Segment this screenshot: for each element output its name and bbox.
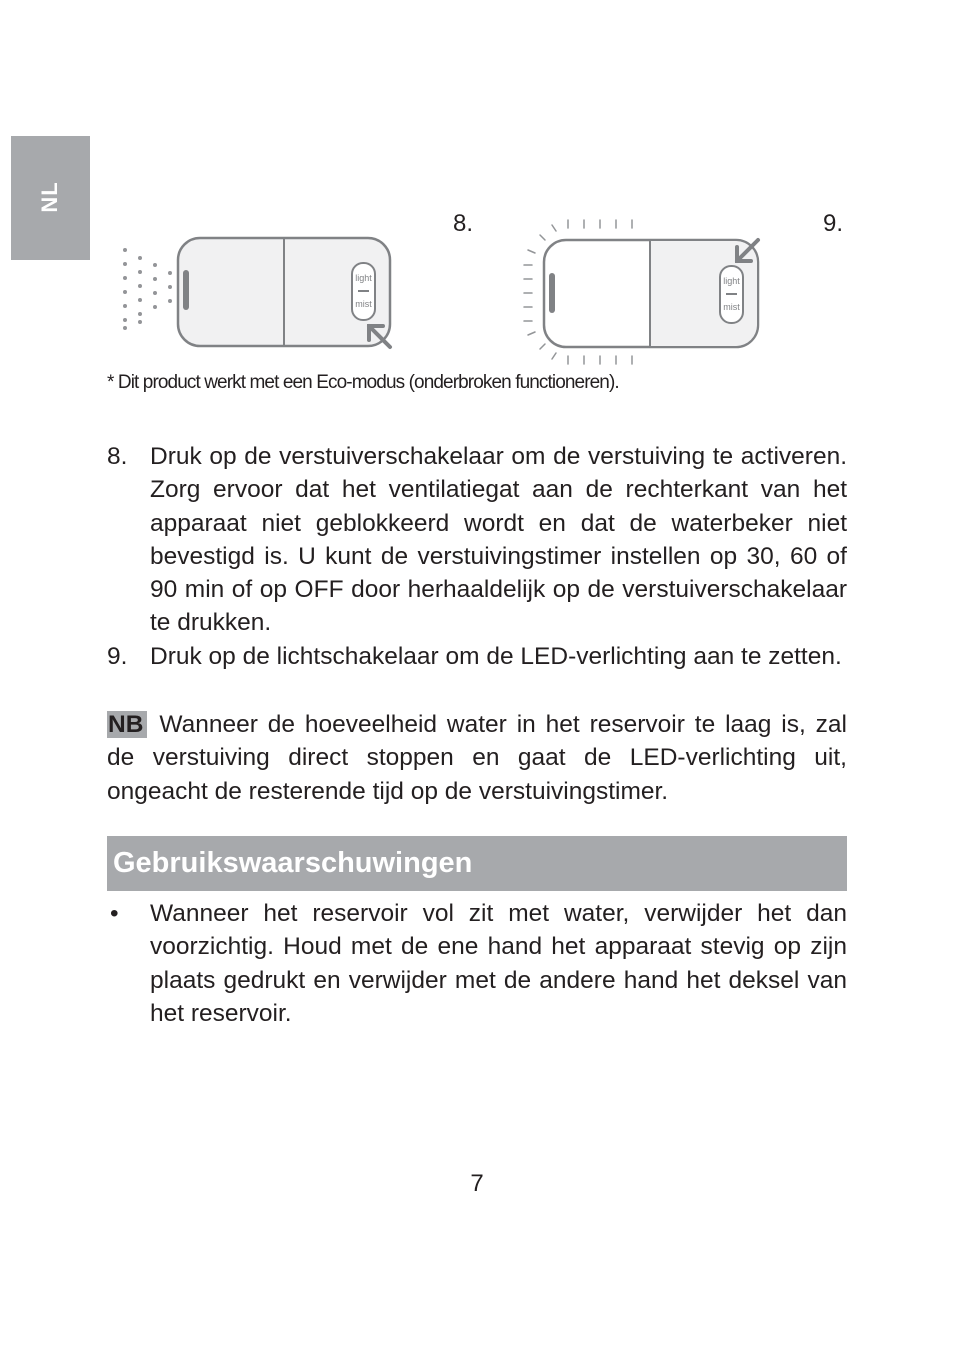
language-tab-label: NL (37, 181, 62, 213)
step-number: 9. (107, 642, 128, 670)
list-item (107, 440, 847, 640)
button-label-light: light (355, 273, 372, 283)
figure-9-light-illustration (515, 215, 770, 370)
button-label-mist: mist (355, 299, 372, 309)
eco-mode-footnote: * Dit product werkt met een Eco-modus (onderbroken functioneren). (107, 372, 619, 393)
section-title: Gebruikswaarschuwingen (113, 847, 473, 879)
mist-dots (123, 248, 172, 330)
button-label-mist: mist (723, 302, 740, 312)
bullet-text: Wanneer het reservoir vol zit met water, verwijder het dan voorzichtig. Houd met de ene hand het apparaat stevig op zijn plaats gedrukt en verwijder met de andere hand het deksel van het reservoir. (150, 900, 847, 1027)
button-label-light: light (723, 276, 740, 286)
list-item (107, 897, 847, 1030)
note-text: Wanneer de hoeveelheid water in het reservoir te laag is, zal de verstuiving direct stoppen en gaat de LED-verlichting uit, ongeacht de resterende tijd op de verstuivingstimer. (107, 711, 847, 805)
bullet-marker: • (110, 900, 119, 927)
section-header (107, 836, 847, 891)
step-text: Druk op de lichtschakelaar om de LED-verlichting aan te zetten. (150, 642, 842, 670)
instruction-steps (107, 440, 847, 673)
step-text: Druk op de verstuiverschakelaar om de verstuiving te activeren. Zorg ervoor dat het ventilatiegat aan de rechterkant van het apparaat niet geblokkeerd wordt en dat de waterbeker niet bevestigd is. U kunt de verstuivingstimer instellen op 30, 60 of 90 min of op OFF door herhaaldelijk op de verstuiverschakelaar te drukken. (150, 443, 847, 637)
step-number: 8. (107, 443, 128, 470)
figure-8-mist-illustration (115, 230, 405, 355)
figure-9-number: 9. (823, 210, 844, 237)
list-item (107, 640, 847, 673)
figure-8-number: 8. (453, 210, 474, 237)
note-paragraph (107, 708, 847, 808)
page-number: 7 (470, 1170, 484, 1197)
warning-list (107, 897, 847, 1030)
note-badge: NB (107, 711, 147, 738)
